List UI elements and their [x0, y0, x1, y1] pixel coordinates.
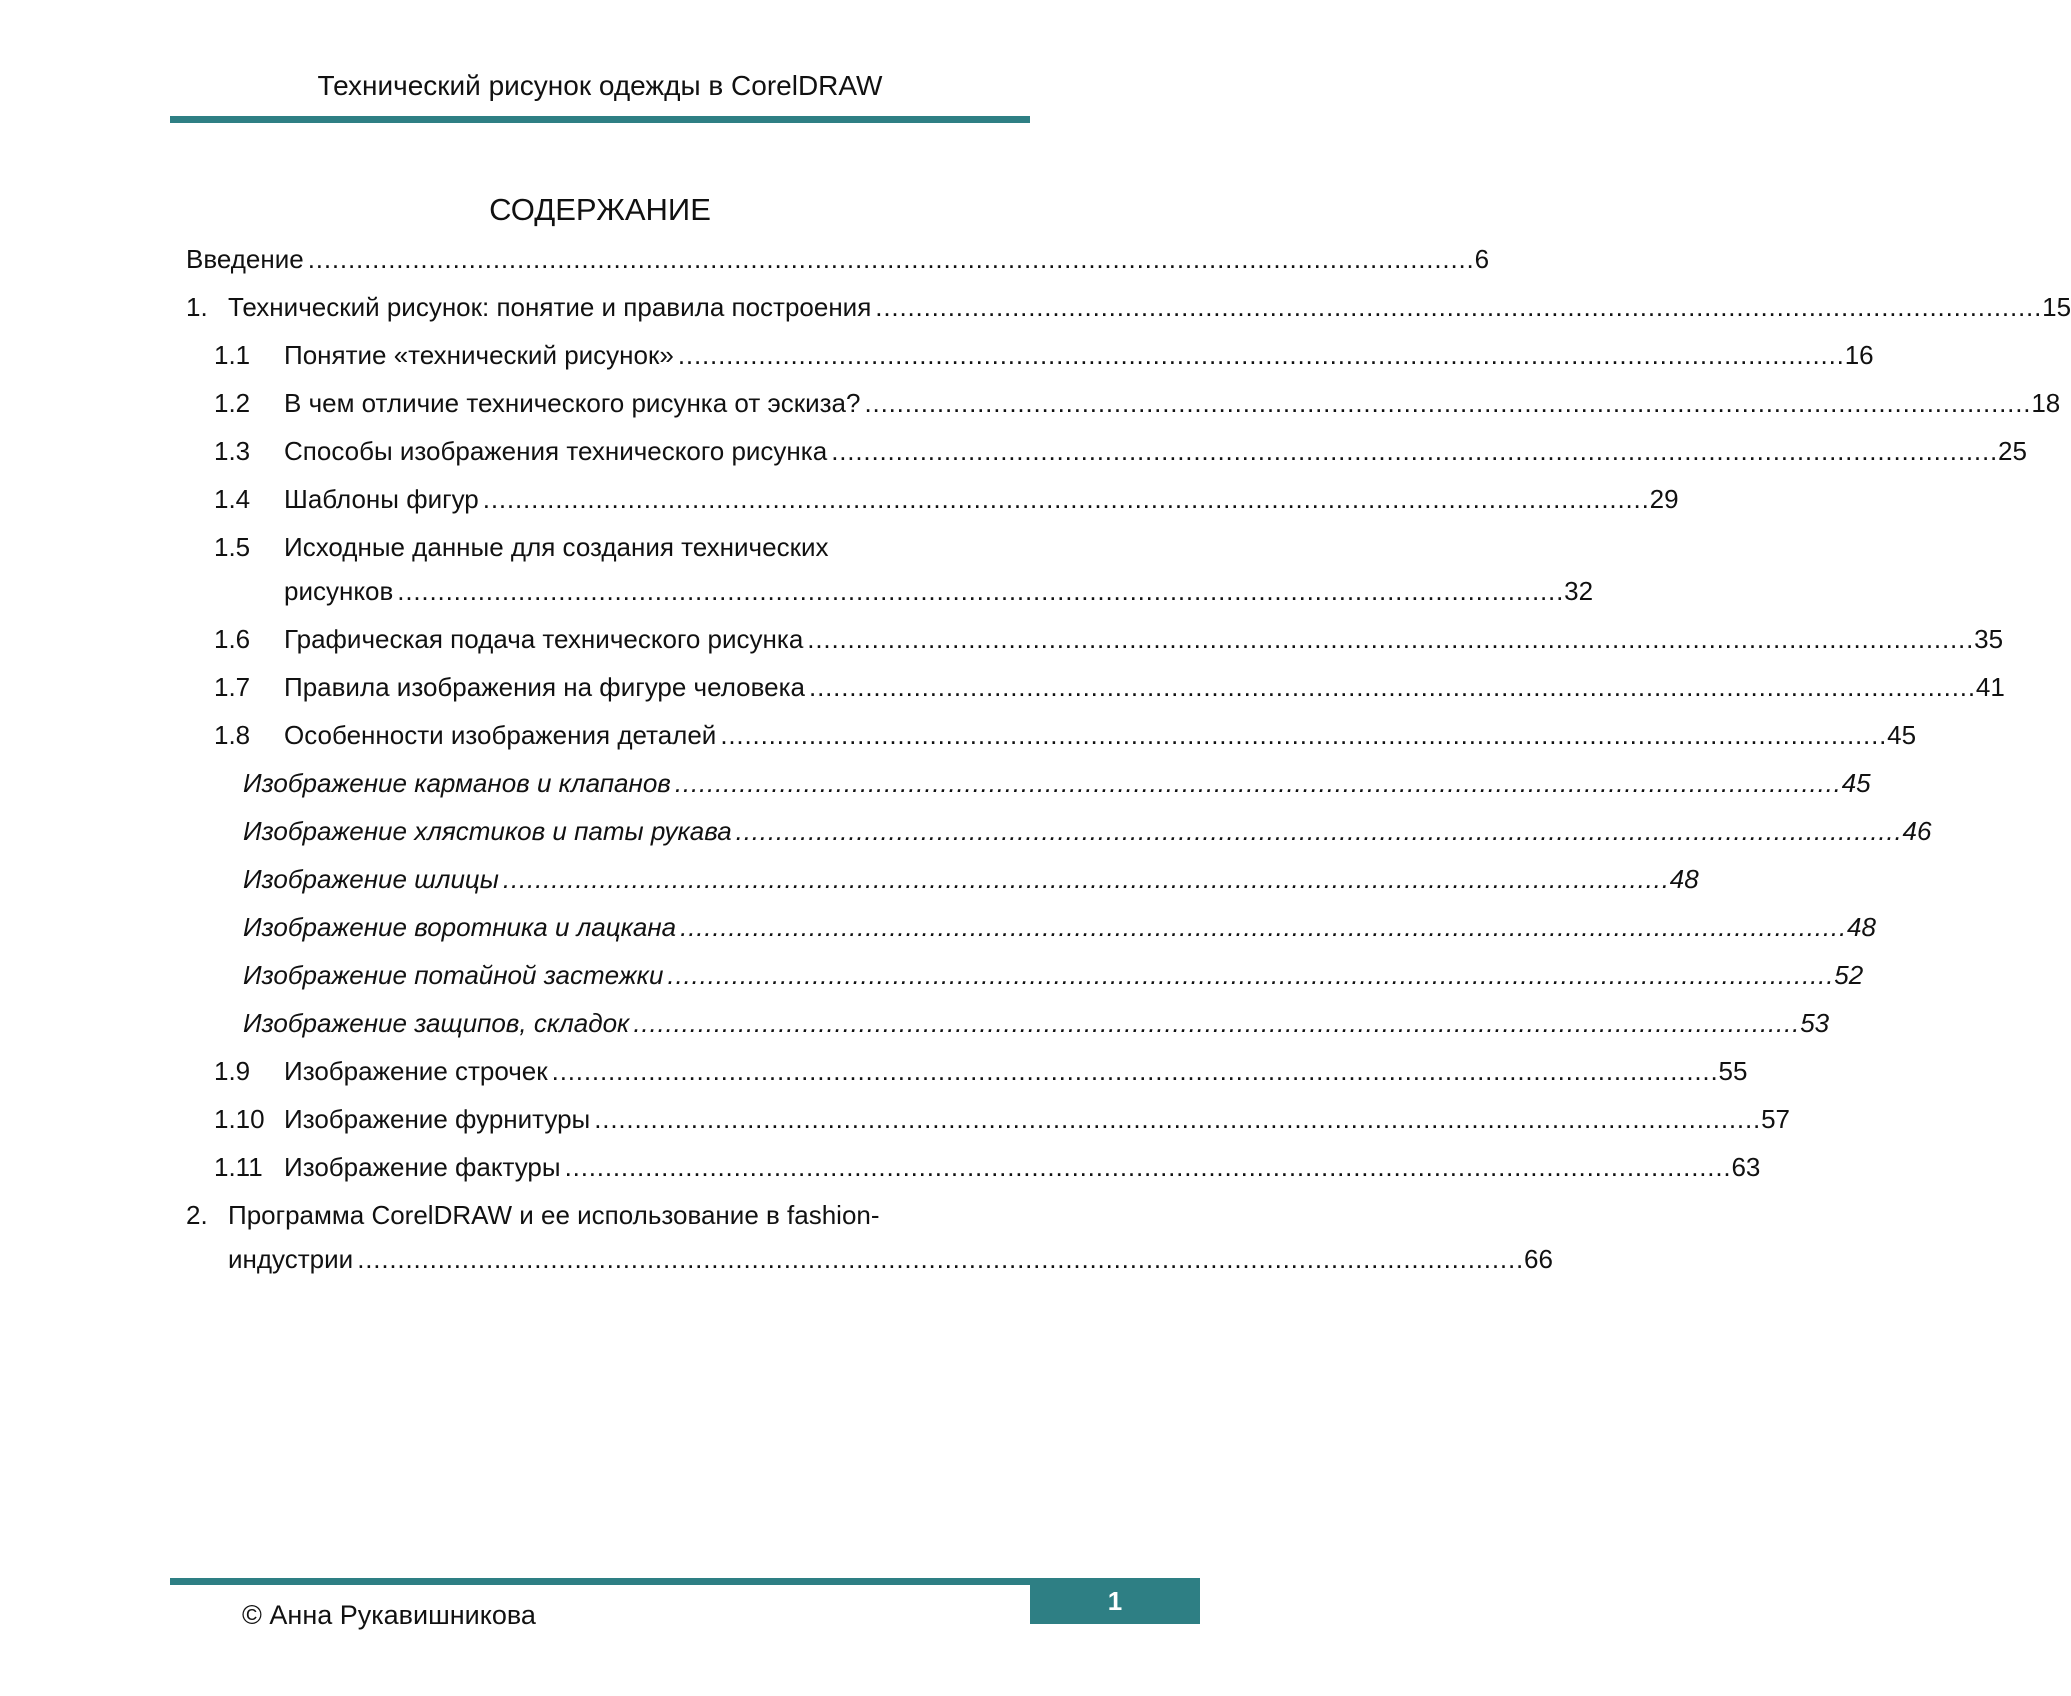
dot-leader — [397, 576, 1560, 606]
dot-leader — [633, 1008, 1796, 1038]
toc-entry[interactable] — [186, 768, 1871, 816]
toc-entry[interactable] — [186, 672, 2005, 720]
toc-entry-page: 15 — [2042, 292, 2071, 322]
toc-entry-number: 1.5 — [214, 532, 251, 562]
toc-entry-number: 2. — [186, 1200, 208, 1230]
toc-entry-number: 1.10 — [214, 1104, 265, 1134]
toc-entry-page: 46 — [1902, 816, 1932, 846]
toc-entry-title: Технический рисунок: понятие и правила построения — [228, 292, 872, 322]
toc-entry-number: 1.3 — [214, 436, 251, 466]
table-of-contents — [186, 244, 2071, 1292]
toc-entry[interactable] — [186, 388, 2061, 436]
toc-entry-title: рисунков — [284, 576, 394, 606]
toc-entry-title: Графическая подача технического рисунка — [284, 624, 804, 654]
dot-leader — [667, 960, 1830, 990]
footer-author: © Анна Рукавишникова — [242, 1600, 536, 1630]
toc-entry-title: В чем отличие технического рисунка от эскиза? — [284, 388, 861, 418]
toc-entry-number: 1.11 — [214, 1152, 263, 1182]
toc-entry-page: 66 — [1524, 1244, 1553, 1274]
toc-entry-page: 57 — [1761, 1104, 1790, 1134]
toc-entry-number: 1.8 — [214, 720, 251, 750]
toc-entry-page: 29 — [1649, 484, 1679, 514]
toc-entry[interactable] — [186, 1008, 1830, 1056]
header-rule — [170, 116, 1030, 123]
dot-leader — [565, 1152, 1728, 1182]
dot-leader — [308, 244, 1471, 274]
toc-entry-number: 1.1 — [214, 340, 251, 370]
toc-entry-title: Изображение строчек — [284, 1056, 548, 1086]
toc-entry-title: Изображение воротника и лацкана — [243, 912, 677, 942]
toc-entry-page: 25 — [1998, 436, 2027, 466]
toc-entry-number: 1.4 — [214, 484, 251, 514]
page-number: 1 — [1107, 1585, 1123, 1616]
toc-entry-page: 63 — [1731, 1152, 1761, 1182]
toc-entry-page: 41 — [1975, 672, 2005, 702]
toc-entry[interactable] — [186, 624, 2004, 672]
toc-entry-number: 1.6 — [214, 624, 251, 654]
dot-leader — [678, 340, 1841, 370]
toc-entry-page: 48 — [1669, 864, 1699, 894]
toc-entry-title: Изображение шлицы — [243, 864, 499, 894]
dot-leader — [483, 484, 1646, 514]
dot-leader — [720, 720, 1883, 750]
dot-leader — [675, 768, 1838, 798]
toc-entry-number: 1.2 — [214, 388, 251, 418]
toc-entry-number: 1.9 — [214, 1056, 251, 1086]
toc-entry[interactable] — [186, 436, 2027, 484]
toc-entry[interactable] — [186, 292, 2071, 340]
dot-leader — [809, 672, 1972, 702]
dot-leader — [503, 864, 1666, 894]
dot-leader — [594, 1104, 1757, 1134]
dot-leader — [807, 624, 1970, 654]
toc-entry-page: 18 — [2031, 388, 2061, 418]
page-number-badge — [1030, 1578, 1200, 1624]
toc-entry-title: Понятие «технический рисунок» — [284, 340, 674, 370]
toc-entry-title: Правила изображения на фигуре человека — [284, 672, 806, 702]
toc-entry-title: Шаблоны фигур — [284, 484, 479, 514]
toc-entry-title: Изображение фурнитуры — [284, 1104, 591, 1134]
toc-entry[interactable] — [186, 1152, 1761, 1200]
toc-entry[interactable] — [186, 816, 1932, 864]
dot-leader — [357, 1244, 1520, 1274]
toc-entry-page: 6 — [1474, 244, 1490, 274]
dot-leader — [864, 388, 2027, 418]
toc-entry-page: 52 — [1834, 960, 1864, 990]
toc-entry-page: 32 — [1564, 576, 1594, 606]
toc-entry-number: 1.7 — [214, 672, 251, 702]
toc-entry-page: 45 — [1841, 768, 1871, 798]
toc-entry-page: 45 — [1887, 720, 1917, 750]
toc-entry-page: 35 — [1974, 624, 2004, 654]
toc-entry-title: Изображение защипов, складок — [243, 1008, 630, 1038]
toc-entry-title: Изображение карманов и клапанов — [243, 768, 671, 798]
toc-entry-title: Изображение фактуры — [284, 1152, 561, 1182]
toc-heading: СОДЕРЖАНИЕ — [489, 192, 711, 227]
toc-entry-title: индустрии — [228, 1244, 354, 1274]
toc-entry-title: Введение — [186, 244, 304, 274]
dot-leader — [831, 436, 1994, 466]
toc-entry-title: Способы изображения технического рисунка — [284, 436, 828, 466]
toc-entry-title: Изображение потайной застежки — [243, 960, 664, 990]
toc-entry[interactable] — [186, 244, 1490, 292]
footer-rule — [170, 1578, 1030, 1585]
toc-entry[interactable] — [186, 340, 1874, 388]
toc-entry-page: 53 — [1800, 1008, 1830, 1038]
toc-entry-title: Исходные данные для создания технических — [284, 532, 829, 562]
toc-entry-number: 1. — [186, 292, 208, 322]
toc-entry-page: 55 — [1718, 1056, 1748, 1086]
dot-leader — [736, 816, 1899, 846]
dot-leader — [552, 1056, 1715, 1086]
toc-entry[interactable] — [186, 484, 1679, 532]
toc-entry-title: Программа CorelDRAW и ее использование в fashion- — [228, 1200, 880, 1230]
running-header-title: Технический рисунок одежды в CorelDRAW — [317, 70, 883, 101]
toc-entry[interactable] — [186, 1104, 1790, 1152]
dot-leader — [680, 912, 1843, 942]
toc-entry-title: Изображение хлястиков и паты рукава — [243, 816, 732, 846]
toc-entry[interactable] — [186, 912, 1876, 960]
toc-entry-page: 48 — [1846, 912, 1876, 942]
toc-entry-title: Особенности изображения деталей — [284, 720, 717, 750]
toc-entry[interactable] — [186, 532, 1594, 624]
toc-entry-page: 16 — [1844, 340, 1874, 370]
toc-entry[interactable] — [186, 864, 1699, 912]
dot-leader — [875, 292, 2038, 322]
toc-entry[interactable] — [186, 960, 1864, 1008]
toc-entry[interactable] — [186, 1056, 1748, 1104]
toc-entry[interactable] — [186, 1200, 1553, 1292]
toc-entry[interactable] — [186, 720, 1917, 768]
